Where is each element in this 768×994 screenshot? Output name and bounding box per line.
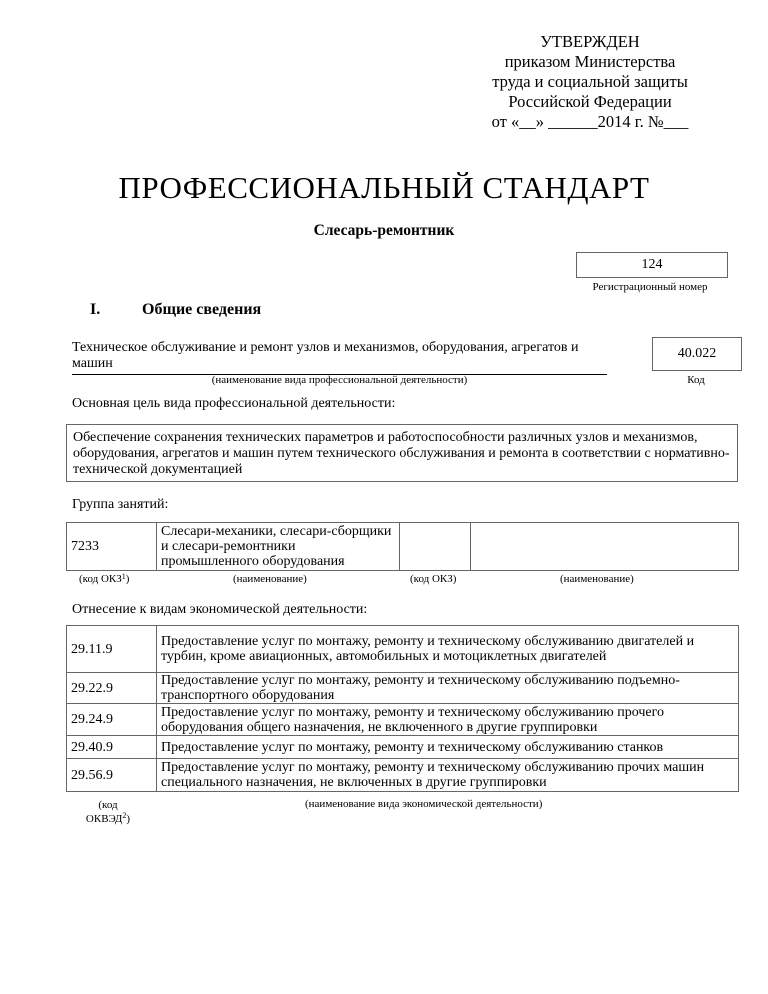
occupation-group-label: Группа занятий: xyxy=(72,497,169,512)
table-row xyxy=(67,523,739,571)
okved-code: 29.24.9 xyxy=(67,704,157,736)
economic-activity-label: Отнесение к видам экономической деятельности: xyxy=(72,602,368,617)
economic-activity-table xyxy=(66,625,739,792)
occupation-code: 7233 xyxy=(67,523,157,571)
okved-code: 29.40.9 xyxy=(67,736,157,759)
occupation-code-empty xyxy=(400,523,471,571)
okved-name-caption: (наименование вида экономической деятельности) xyxy=(305,798,543,810)
okved-name: Предоставление услуг по монтажу, ремонту и техническому обслуживанию прочих машин специального назначения, не включенных в другие группировки xyxy=(157,759,739,792)
table-row xyxy=(67,704,739,736)
occupation-name-caption-2: (наименование) xyxy=(560,573,634,585)
profession-title: Слесарь-ремонтник xyxy=(313,222,455,239)
okved-code-caption: (код ОКВЭД$^2$) xyxy=(85,799,131,825)
okz-code-caption: (код ОКЗ$^1$) xyxy=(79,572,130,585)
section-title: Общие сведения xyxy=(142,301,262,318)
table-row xyxy=(67,673,739,704)
activity-name: Техническое обслуживание и ремонт узлов и механизмов, оборудования, агрегатов и машин xyxy=(72,340,607,375)
okved-code: 29.11.9 xyxy=(67,626,157,673)
occupation-table xyxy=(66,522,739,571)
okved-name: Предоставление услуг по монтажу, ремонту и техническому обслуживанию прочего оборудования общего назначения, не включенного в другие группировки xyxy=(157,704,739,736)
approval-line: УТВЕРЖДЕН xyxy=(540,32,640,51)
approval-line: труда и социальной защиты xyxy=(492,72,688,91)
document-title: ПРОФЕССИОНАЛЬНЫЙ СТАНДАРТ xyxy=(118,170,650,205)
table-row xyxy=(67,736,739,759)
approval-line: Российской Федерации xyxy=(508,92,672,111)
okz-code-caption-2: (код ОКЗ) xyxy=(410,573,457,585)
table-row xyxy=(67,626,739,673)
okved-code: 29.56.9 xyxy=(67,759,157,792)
okved-name: Предоставление услуг по монтажу, ремонту и техническому обслуживанию двигателей и турбин, кроме авиационных, автомобильных и мотоциклетных двигателей xyxy=(157,626,739,673)
occupation-name-caption: (наименование) xyxy=(233,573,307,585)
section-number: I. xyxy=(90,301,101,318)
okved-name: Предоставление услуг по монтажу, ремонту и техническому обслуживанию станков xyxy=(157,736,739,759)
table-row xyxy=(67,759,739,792)
occupation-name-empty xyxy=(471,523,739,571)
occupation-name: Слесари-механики, слесари-сборщики и слесари-ремонтники промышленного оборудования xyxy=(157,523,400,571)
okved-code: 29.22.9 xyxy=(67,673,157,704)
approval-line: от «__» ______2014 г. №___ xyxy=(491,112,689,131)
approval-block xyxy=(460,32,720,132)
activity-name-caption: (наименование вида профессиональной деятельности) xyxy=(211,374,468,386)
activity-code-caption: Код xyxy=(687,374,705,386)
goal-label: Основная цель вида профессиональной деятельности: xyxy=(72,396,396,411)
registration-number-label: Регистрационный номер xyxy=(592,281,708,293)
okved-name: Предоставление услуг по монтажу, ремонту и техническому обслуживанию подъемно-транспортного оборудования xyxy=(157,673,739,704)
goal-text-box: Обеспечение сохранения технических параметров и работоспособности различных узлов и механизмов, оборудования, агрегатов и машин путем технического обслуживания и ремонта в соответствии с нормативно-технической документацией xyxy=(66,424,738,482)
activity-code-box: 40.022 xyxy=(652,337,742,371)
registration-number-box: 124 xyxy=(576,252,728,278)
approval-line: приказом Министерства xyxy=(504,52,676,71)
